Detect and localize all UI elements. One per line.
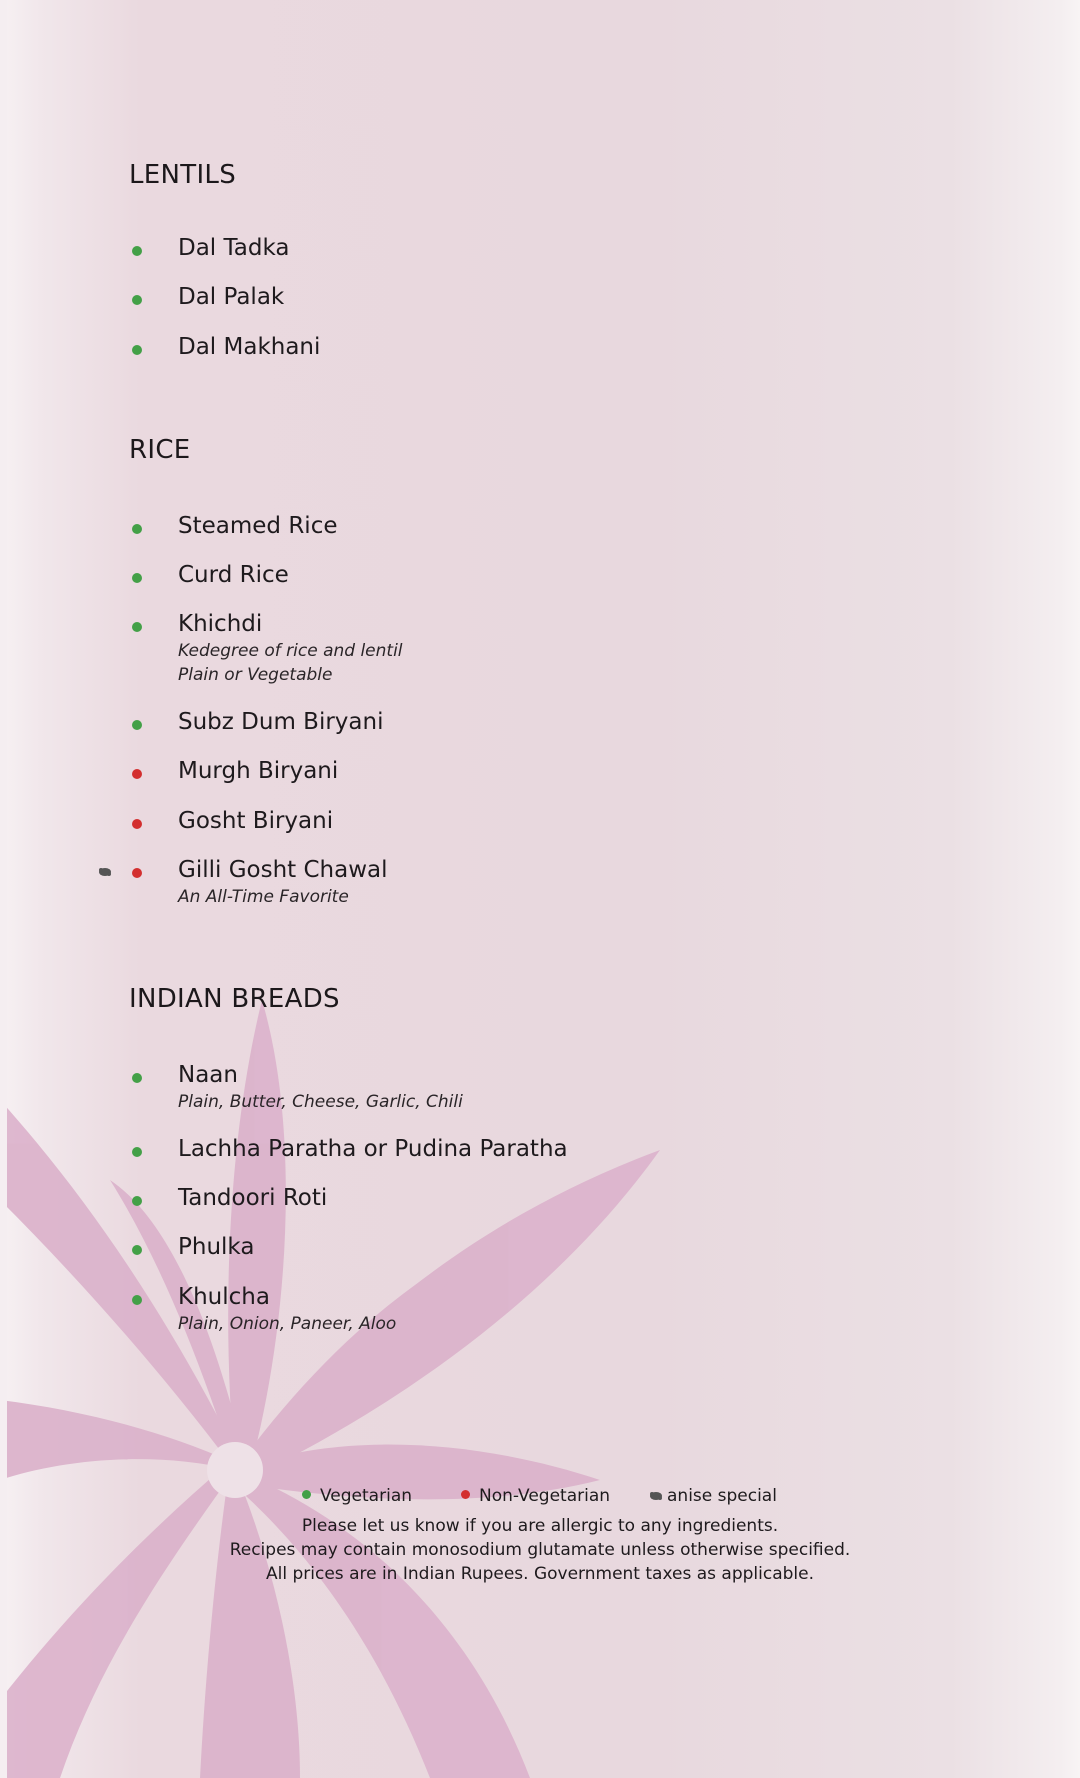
legend-label: Non-Vegetarian bbox=[479, 1486, 611, 1506]
section-title-indian-breads: INDIAN BREADS bbox=[129, 984, 340, 1014]
vegetarian-dot-icon bbox=[132, 345, 142, 355]
vegetarian-dot-icon bbox=[132, 573, 142, 583]
vegetarian-dot-icon bbox=[132, 1196, 142, 1206]
item-name: Khichdi bbox=[178, 611, 263, 637]
non-vegetarian-dot-icon bbox=[132, 868, 142, 878]
vegetarian-dot-icon bbox=[132, 1245, 142, 1255]
item-name: Curd Rice bbox=[178, 562, 289, 588]
vegetarian-dot-icon bbox=[132, 295, 142, 305]
prices-note: All prices are in Indian Rupees. Government taxes as applicable. bbox=[266, 1564, 814, 1584]
item-name: Naan bbox=[178, 1062, 238, 1088]
vegetarian-dot-icon bbox=[132, 1073, 142, 1083]
vegetarian-dot-icon bbox=[132, 622, 142, 632]
item-description: An All-Time Favorite bbox=[178, 887, 349, 907]
item-name: Gilli Gosht Chawal bbox=[178, 857, 388, 883]
item-name: Khulcha bbox=[178, 1284, 270, 1310]
section-title-rice: RICE bbox=[129, 435, 191, 465]
item-name: Tandoori Roti bbox=[178, 1185, 328, 1211]
msg-note: Recipes may contain monosodium glutamate unless otherwise specified. bbox=[229, 1540, 851, 1560]
non-vegetarian-dot-icon bbox=[132, 819, 142, 829]
anise-star-icon bbox=[649, 1491, 663, 1501]
vegetarian-dot-icon bbox=[132, 720, 142, 730]
item-name: Murgh Biryani bbox=[178, 758, 339, 784]
item-name: Lachha Paratha or Pudina Paratha bbox=[178, 1136, 568, 1162]
item-name: Gosht Biryani bbox=[178, 808, 334, 834]
vegetarian-dot-icon bbox=[132, 524, 142, 534]
item-description: Plain, Onion, Paneer, Aloo bbox=[178, 1314, 397, 1334]
non-vegetarian-dot-icon bbox=[461, 1490, 470, 1499]
vegetarian-dot-icon bbox=[132, 246, 142, 256]
anise-star-icon bbox=[98, 867, 112, 877]
vegetarian-dot-icon bbox=[132, 1147, 142, 1157]
item-description: Plain, Butter, Cheese, Garlic, Chili bbox=[178, 1092, 463, 1112]
vegetarian-dot-icon bbox=[132, 1295, 142, 1305]
section-title-lentils: LENTILS bbox=[129, 160, 237, 190]
non-vegetarian-dot-icon bbox=[132, 769, 142, 779]
allergy-note: Please let us know if you are allergic to any ingredients. bbox=[301, 1516, 779, 1536]
legend-label: Vegetarian bbox=[320, 1486, 413, 1506]
item-description: Kedegree of rice and lentil bbox=[178, 641, 403, 661]
item-name: Dal Makhani bbox=[178, 334, 321, 360]
vegetarian-dot-icon bbox=[302, 1490, 311, 1499]
item-name: Steamed Rice bbox=[178, 513, 338, 539]
item-name: Subz Dum Biryani bbox=[178, 709, 384, 735]
item-name: Phulka bbox=[178, 1234, 255, 1260]
item-name: Dal Palak bbox=[178, 284, 285, 310]
legend-label: anise special bbox=[667, 1486, 777, 1506]
item-name: Dal Tadka bbox=[178, 235, 290, 261]
item-description: Plain or Vegetable bbox=[178, 665, 333, 685]
